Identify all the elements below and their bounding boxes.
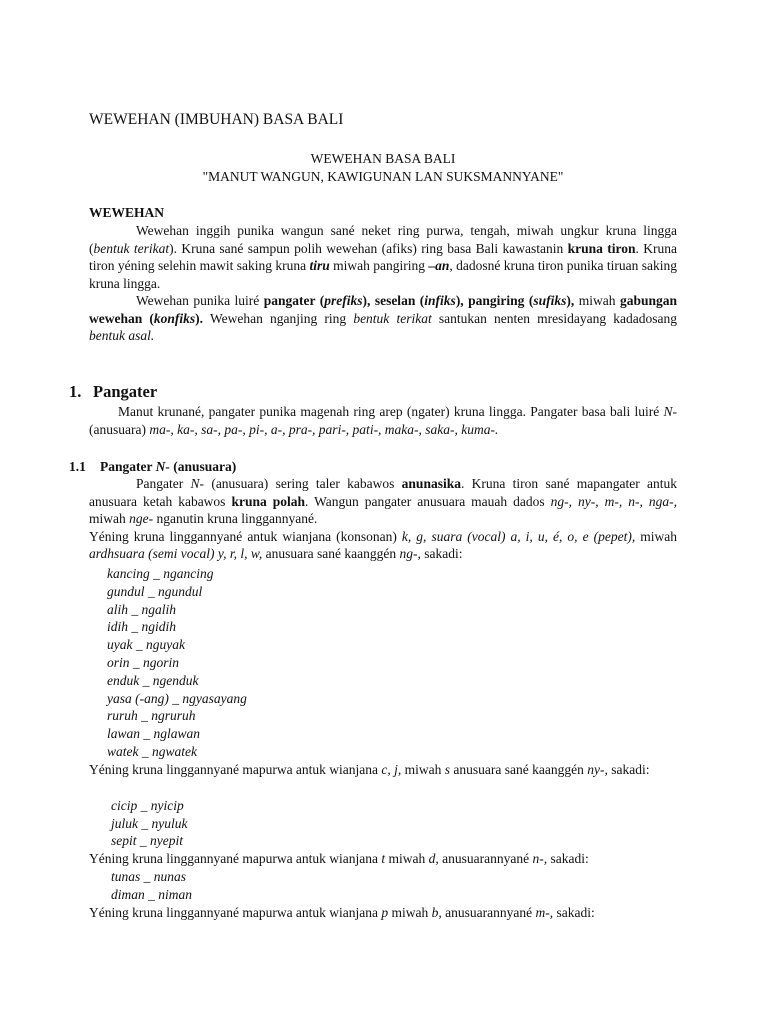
example-item: gundul _ ngundul [107, 583, 203, 599]
subtitle-line-2: "MANUT WANGUN, KAWIGUNAN LAN SUKSMANNYANE" [202, 168, 564, 184]
section-1-paragraph: Manut krunané, pangater punika magenah ring arep (ngater) kruna lingga. Pangater basa bali luiré N- (anusuara) ma-, ka-, sa-, pa-, pi-, a-, pra-, pari-, pati-, maka-, saka-, kuma-. [89, 404, 677, 437]
example-item: ruruh _ ngruruh [107, 708, 196, 724]
section-1-1-paragraph-3: Yéning kruna linggannyané mapurwa antuk wianjana c, j, miwah s anusuara sané kaanggén ny-, sakadi: [89, 762, 650, 777]
section-1-1-paragraph-1: Pangater N- (anusuara) sering taler kabawos anunasika. Kruna tiron sané mapangater antuk anusuara ketah kabawos kruna polah. Wangun pangater anusuara mauah dados ng-, ny-, m-, n-, nga-, miwah nge- nganutin kruna linggannyané. [89, 476, 677, 526]
subtitle-line-1: WEWEHAN BASA BALI [310, 151, 456, 166]
section-1-heading [69, 383, 677, 401]
intro-paragraph-2: Wewehan punika luiré pangater (prefiks), seselan (infiks), pangiring (sufiks), miwah gabungan wewehan (konfiks). Wewehan nganjing ring bentuk terikat santukan nenten mresidayang kadadosang bentuk asal. [89, 293, 678, 343]
intro-heading: WEWEHAN [89, 205, 165, 220]
example-item: yasa (-ang) _ ngyasayang [107, 690, 247, 706]
examples-list-2 [111, 797, 699, 850]
section-1-title: Pangater [93, 382, 158, 401]
example-item: kancing _ ngancing [107, 566, 214, 581]
example-item: alih _ ngalih [107, 601, 177, 617]
examples-list-3 [111, 868, 699, 903]
example-item: idih _ ngidih [107, 619, 177, 635]
example-item: orin _ ngorin [107, 654, 180, 670]
example-item: diman _ niman [111, 886, 192, 902]
section-1-1-paragraph-2: Yéning kruna linggannyané antuk wianjana (konsonan) k, g, suara (vocal) a, i, u, é, o, e (pepet), miwah ardhsuara (semi vocal) y, r, l, w, anusuara sané kaanggén ng-, sakadi: [89, 528, 677, 561]
example-item: tunas _ nunas [111, 869, 187, 884]
example-item: juluk _ nyuluk [111, 815, 188, 831]
example-item: enduk _ ngenduk [107, 672, 199, 688]
examples-list-1 [107, 565, 695, 761]
intro-paragraph-1: Wewehan inggih punika wangun sané neket ring purwa, tengah, miwah ungkur kruna lingga (bentuk terikat). Kruna sané sampun polih wewehan (afiks) ring basa Bali kawastanin kruna tiron. Kruna tiron yéning selehin mawit saking kruna tiru miwah pangiring –an, dadosné kruna tiron punika tiruan saking kruna lingga. [89, 223, 677, 291]
example-item: cicip _ nyicip [111, 798, 184, 813]
section-1-1-paragraph-5: Yéning kruna linggannyané mapurwa antuk wianjana p miwah b, anusuarannyané m-, sakadi: [89, 905, 595, 920]
section-1-number: 1. [69, 382, 82, 401]
example-item: uyak _ nguyak [107, 637, 185, 653]
document-title: WEWEHAN (IMBUHAN) BASA BALI [89, 111, 344, 128]
intro-body [89, 222, 677, 345]
section-1-1-paragraph-4: Yéning kruna linggannyané mapurwa antuk wianjana t miwah d, anusuarannyané n-, sakadi: [89, 851, 589, 866]
example-item: watek _ ngwatek [107, 743, 197, 759]
subtitle-block [89, 150, 677, 185]
section-1-1-body [89, 475, 677, 563]
example-item: sepit _ nyepit [111, 833, 183, 849]
section-1-body [89, 403, 677, 438]
section-1-1-heading: 1.1 Pangater N- (anusuara) [69, 459, 237, 474]
example-item: lawan _ nglawan [107, 726, 201, 742]
section-1-1-number: 1.1 [69, 459, 86, 474]
